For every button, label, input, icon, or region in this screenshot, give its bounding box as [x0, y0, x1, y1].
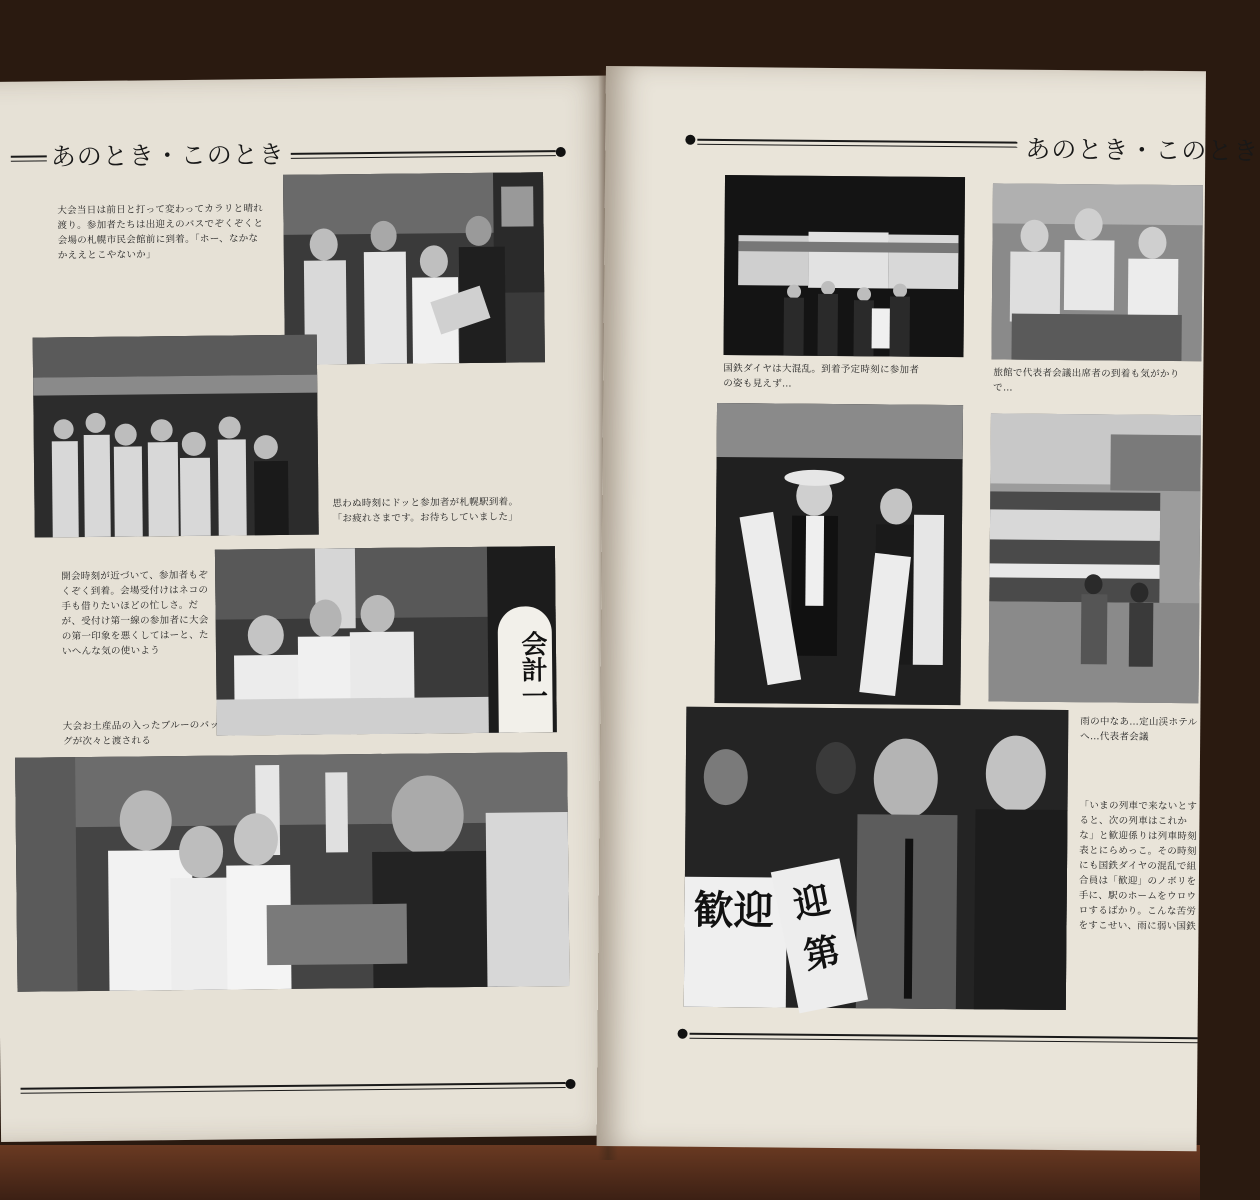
caption-rain: 雨の中なあ…定山渓ホテルへ…代表者会議 — [1080, 716, 1198, 743]
photo-reception-desk — [215, 546, 557, 736]
right-heading-rule — [697, 139, 1017, 144]
left-footer-dot — [565, 1079, 575, 1089]
left-heading-rule-right — [291, 150, 556, 155]
left-heading-rule-left-thin — [11, 160, 47, 161]
caption-station-arrival: 思わぬ時刻にドッと参加者が札幌駅到着。「お疲れさまです。お待ちしていました」 — [332, 496, 519, 525]
photo-souvenir-handout — [15, 752, 569, 992]
photo-rain-bus — [988, 413, 1201, 703]
caption-reception: 開会時刻が近づいて、参加者もぞくぞく到着。会場受付けはネコの手も借りたいほどの忙しさ。だが、受付け第一線の参加者に大会の第一印象を悪くしてはーと、たいへんな気の使いよう — [61, 569, 209, 658]
photo-arrival-bus — [283, 172, 545, 365]
left-page — [0, 75, 623, 1141]
right-heading-dot — [685, 135, 695, 145]
left-page-heading: あのとき・このとき — [50, 139, 285, 172]
right-page-heading: あのとき・このとき — [1025, 134, 1260, 166]
sign-welcome-1: 歓迎 — [693, 886, 774, 935]
caption-souvenir: 大会お土産品の入ったブルーのバッグが次々と渡される — [62, 719, 220, 748]
photo-welcome-crowd — [684, 707, 1069, 1010]
left-heading-rule-right-thin — [291, 155, 556, 159]
caption-timetable-chaos: 国鉄ダイヤは大混乱。到着予定時刻に参加者の姿も見えず… — [723, 363, 920, 390]
right-footer-rule-thin — [690, 1038, 1198, 1043]
photo-welcome-banners — [714, 403, 963, 705]
left-heading-rule-left — [11, 155, 47, 157]
photo-delegates-meeting — [991, 183, 1203, 361]
caption-welcome: 「いまの列車で来ないとすると、次の列車はこれかな」と歓迎係りは列車時刻表とにらめっこ。その時刻にも国鉄ダイヤの混乱で組合員は「歓迎」のノボリを手に、駅のホームをウロウロするばかり。こんな苦労をすこせい、雨に弱い国鉄 — [1078, 800, 1198, 933]
left-heading-dot — [556, 147, 566, 157]
caption-delegates-meeting: 旅館で代表者会議出席者の到着も気がかりで… — [993, 367, 1180, 394]
caption-arrival-morning: 大会当日は前日と打って変わってカラリと晴れ渡り。参加者たちは出迎えのバスでぞくぞくと会場の札幌市民会館前に到着。「ホー、なかなかええとこやないか」 — [57, 203, 264, 262]
right-page — [597, 66, 1260, 1151]
right-heading-rule-thin — [697, 144, 1017, 148]
photo-night-buses — [723, 175, 965, 357]
photo-station-arrival — [33, 335, 319, 538]
sign-accounting: 会計一 — [498, 606, 553, 733]
right-footer-dot — [678, 1029, 688, 1039]
sign-welcome-2: 迎第 — [789, 878, 844, 978]
